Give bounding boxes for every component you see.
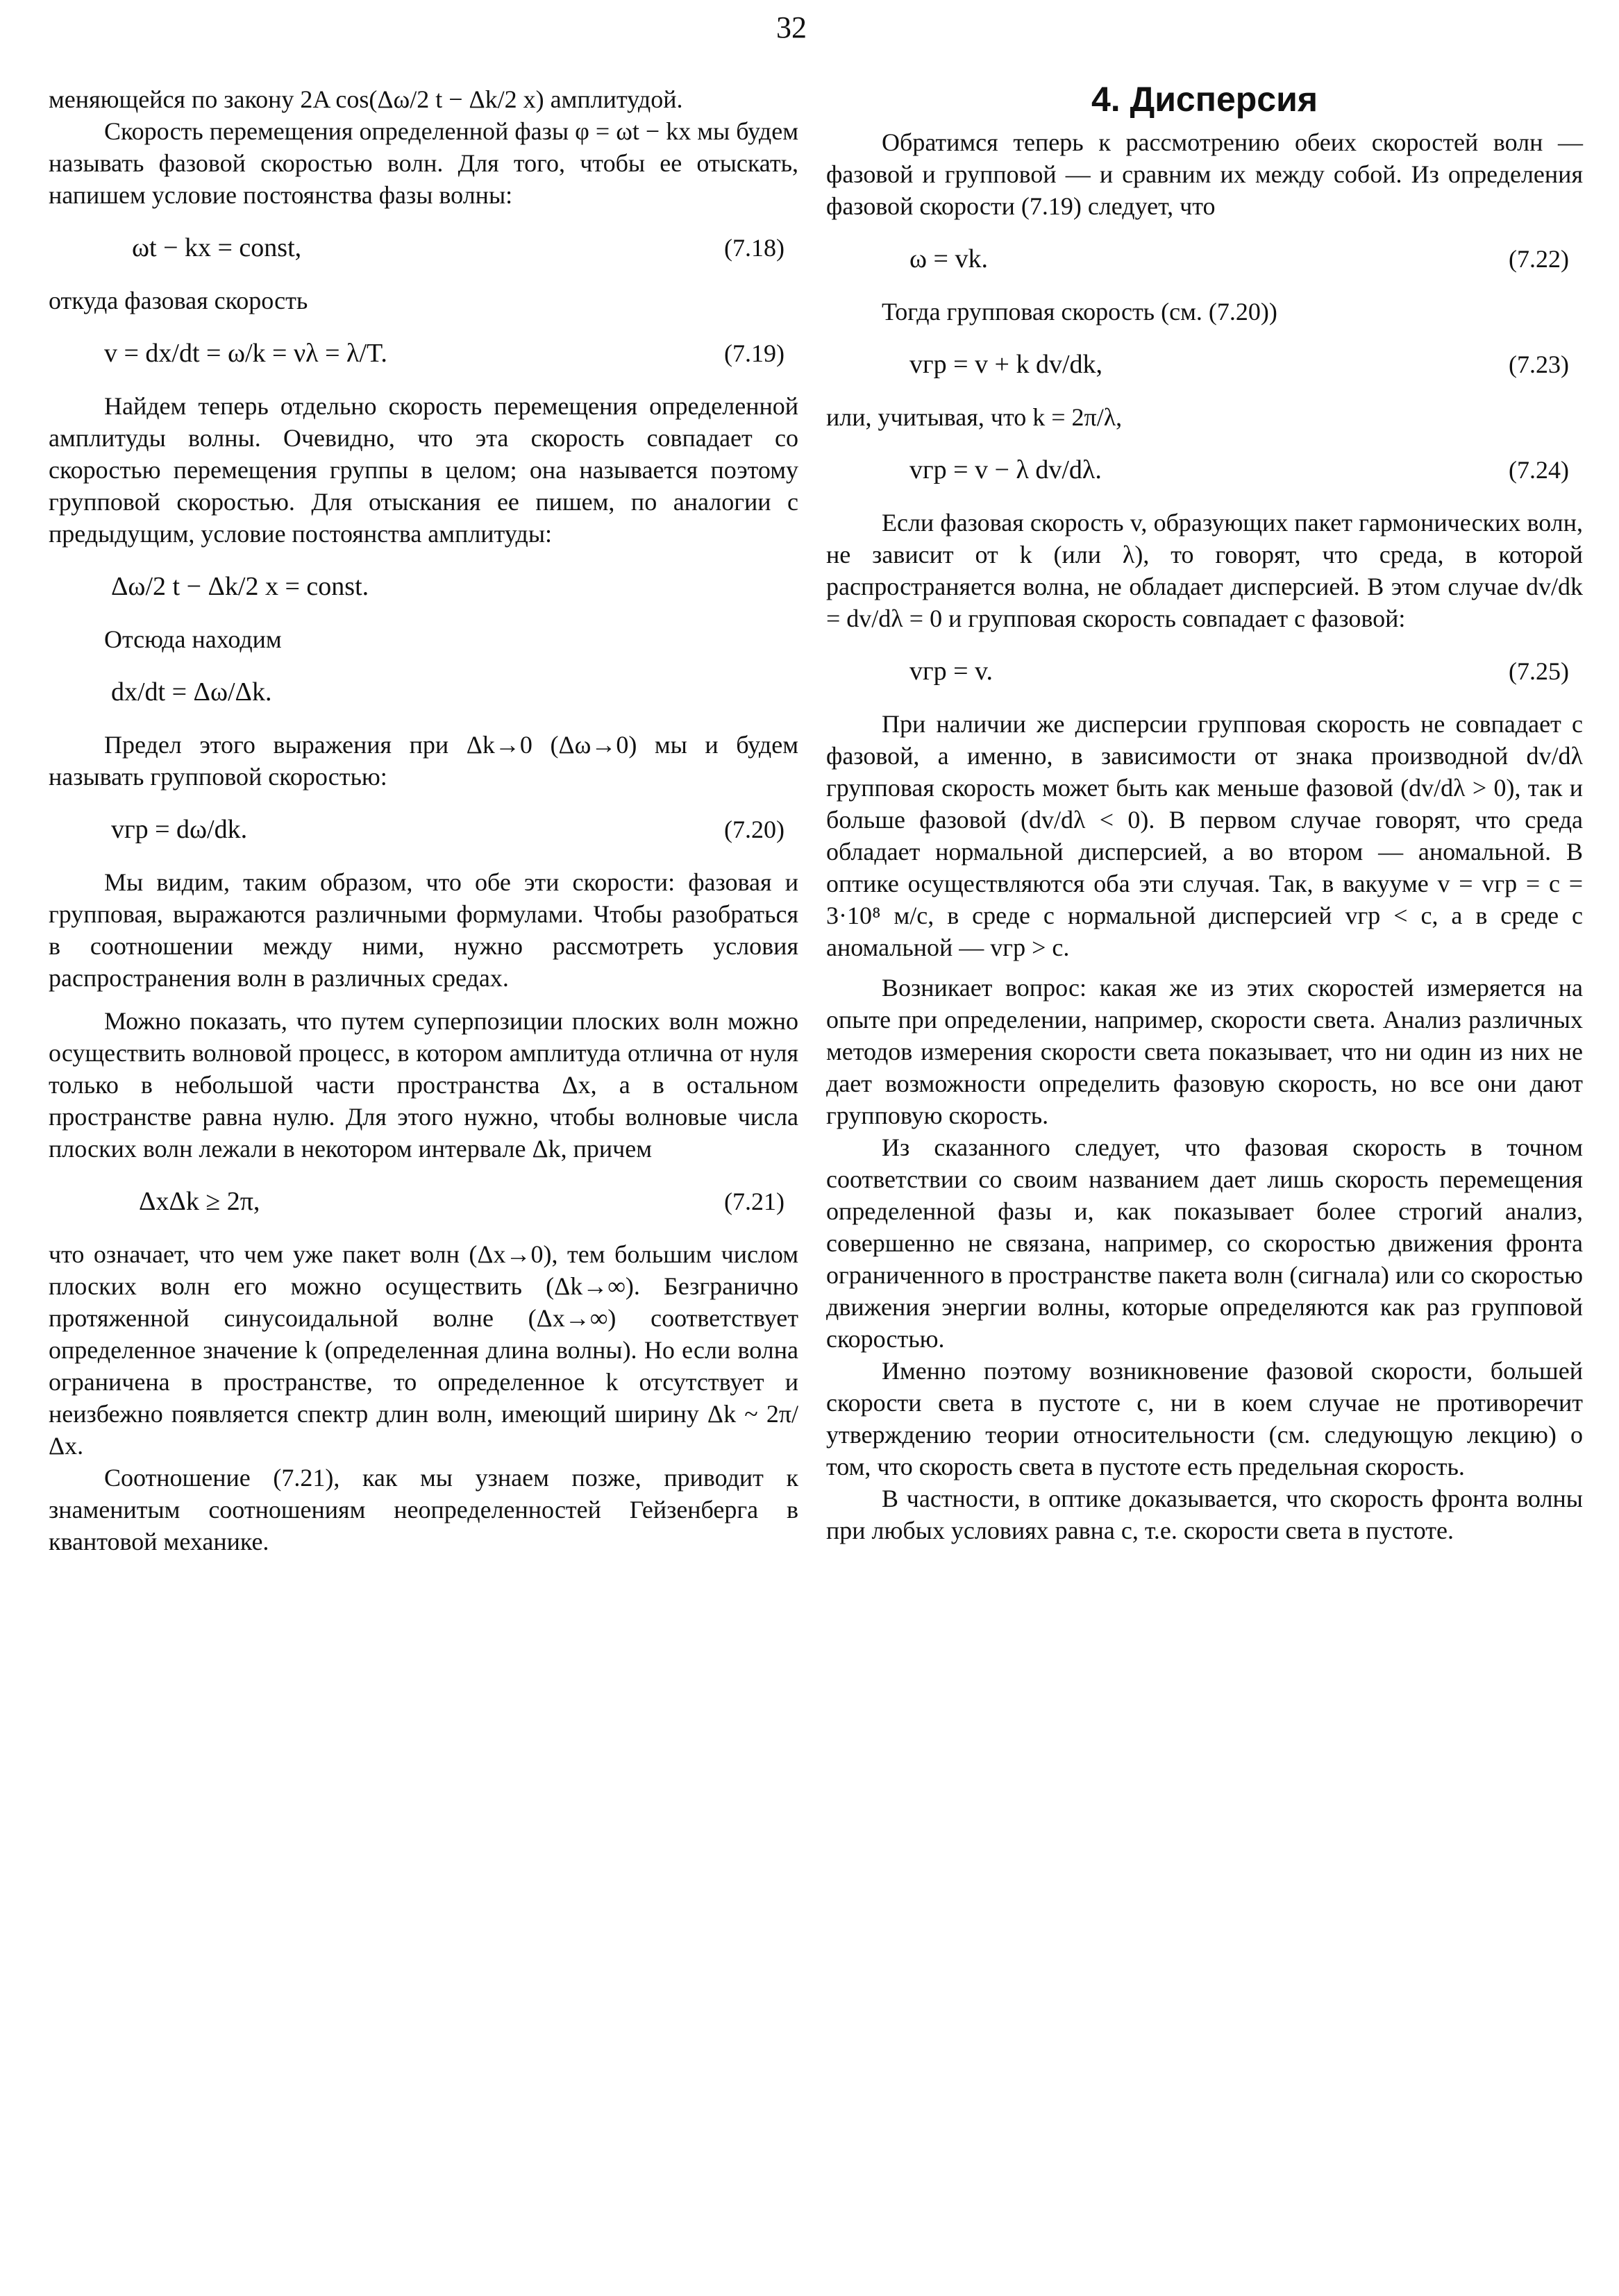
equation-number: (7.23) <box>1509 351 1569 378</box>
paragraph: Найдем теперь отдельно скорость перемещения определенной амплитуды волны. Очевидно, что эта скорость совпадает со скоростью перемещения группы в целом; она называется поэтому групповой скоростью. Для отыскания ее пишем, по аналогии с предыдущим, условие постоянства амплитуды: <box>49 392 798 548</box>
equation-number: (7.20) <box>724 816 785 843</box>
equation-7-18: ωt − kx = const, (7.18) <box>132 233 785 262</box>
paragraph: откуда фазовая скорость <box>49 287 308 314</box>
paragraph: или, учитывая, что k = 2π/λ, <box>826 403 1123 431</box>
paragraph: Если фазовая скорость v, образующих пакет гармонических волн, не зависит от k (или λ), то говорят, что среда, в которой распространяется волна, не обладает дисперсией. В этом случае dv/dk = dv/dλ = 0 и групповая скорость совпадает с фазовой: <box>826 509 1583 632</box>
equation-number: (7.21) <box>724 1188 785 1215</box>
paragraph: Соотношение (7.21), как мы узнаем позже, приводит к знаменитым соотношениям неопределенностей Гейзенберга в квантовой механике. <box>49 1464 798 1555</box>
paragraph: При наличии же дисперсии групповая скорость не совпадает с фазовой, а именно, в зависимости от знака производной dv/dλ групповая скорость может быть как меньше фазовой (dv/dλ > 0), так и больше фазовой (dv/dλ < 0). В первом случае говорят, что среда обладает нормальной дисперсией, а во втором — аномальной. В оптике осуществляются оба эти случая. Так, в вакууме v = vгр = c = 3·10⁸ м/с, в среде с нормальной дисперсией vгр < c, а в среде с аномальной — vгр > c. <box>826 710 1583 961</box>
paragraph: Скорость перемещения определенной фазы φ = ωt − kx мы будем называть фазовой скоростью волн. Для того, чтобы ее отыскать, напишем условие постоянства фазы волны: <box>49 117 798 209</box>
equation-7-25: vгр = v. (7.25) <box>909 657 1569 686</box>
page-number: 32 <box>776 10 807 44</box>
paragraph: Мы видим, таким образом, что обе эти скорости: фазовая и групповая, выражаются различными формулами. Чтобы разобраться в соотношении между ними, нужно рассмотреть условия распространения волн в различных средах. <box>49 868 798 992</box>
paragraph: меняющейся по закону 2A cos(Δω/2 t − Δk/2 x) амплитудой. <box>49 85 683 113</box>
paragraph: Предел этого выражения при Δk→0 (Δω→0) мы и будем называть групповой скоростью: <box>49 731 798 791</box>
section-heading: 4. Дисперсия <box>1091 80 1318 119</box>
equation-7-24: vгр = v − λ dv/dλ. (7.24) <box>909 455 1569 484</box>
paragraph: Из сказанного следует, что фазовая скорость в точном соответствии со своим названием дает лишь скорость перемещения определенной фазы и, как показывает более строгий анализ, совершенно не связана, например, со скоростью движения фронта ограниченного в пространстве пакета волн (сигнала) или со скоростью движения энергии волны, которые определяются как раз групповой скоростью. <box>826 1133 1583 1353</box>
equation-number: (7.25) <box>1509 657 1569 685</box>
paragraph: Именно поэтому возникновение фазовой скорости, большей скорости света в пустоте c, ни в коем случае не противоречит утверждению теории относительности (см. следующую лекцию) о том, что скорость света в пустоте есть предельная скорость. <box>826 1357 1583 1480</box>
equation-number: (7.24) <box>1509 456 1569 484</box>
paragraph: Можно показать, что путем суперпозиции плоских волн можно осуществить волновой процесс, в котором амплитуда отлична от нуля только в небольшой части пространства Δx, а в остальном пространстве равна нулю. Для этого нужно, чтобы волновые числа плоских волн лежали в некотором интервале Δk, причем <box>49 1007 798 1163</box>
equation-number: (7.22) <box>1509 245 1569 273</box>
equation-7-20: vгр = dω/dk. (7.20) <box>111 815 785 844</box>
right-column <box>826 80 1583 1546</box>
equation-number: (7.18) <box>724 234 785 262</box>
paragraph: что означает, что чем уже пакет волн (Δx→0), тем большим числом плоских волн его можно осуществить (Δk→∞). Безгранично протяженной синусоидальной волне (Δx→∞) соответствует определенное значение k (определенная длина волны). Но если волна ограничена в пространстве, то определенное k отсутствует и неизбежно появляется спектр длин волн, имеющий ширину Δk ~ 2π/Δx. <box>49 1240 798 1460</box>
equation-dxdt: dx/dt = Δω/Δk. <box>111 677 272 707</box>
equation-7-23: vгр = v + k dv/dk, (7.23) <box>909 350 1569 379</box>
paragraph: Обратимся теперь к рассмотрению обеих скоростей волн — фазовой и групповой — и сравним их между собой. Из определения фазовой скорости (7.19) следует, что <box>826 128 1583 220</box>
equation-7-22: ω = vk. (7.22) <box>909 244 1569 273</box>
equation-7-21: ΔxΔk ≥ 2π, (7.21) <box>139 1187 785 1216</box>
paragraph: Возникает вопрос: какая же из этих скоростей измеряется на опыте при определении, например, скорости света. Анализ различных методов измерения скорости света показывает, что ни один из них не дает возможности определить фазовую скорость, но все они дают групповую скорость. <box>826 974 1583 1129</box>
equation-7-19: v = dx/dt = ω/k = νλ = λ/T. (7.19) <box>104 339 785 368</box>
left-column <box>49 83 798 1558</box>
equation-number: (7.19) <box>724 339 785 367</box>
equation-amplitude: Δω/2 t − Δk/2 x = const. <box>111 572 369 601</box>
paragraph: Тогда групповая скорость (см. (7.20)) <box>882 298 1277 326</box>
paragraph: Отсюда находим <box>104 625 282 653</box>
paragraph: В частности, в оптике доказывается, что скорость фронта волны при любых условиях равна c, т.е. скорости света в пустоте. <box>826 1485 1583 1544</box>
